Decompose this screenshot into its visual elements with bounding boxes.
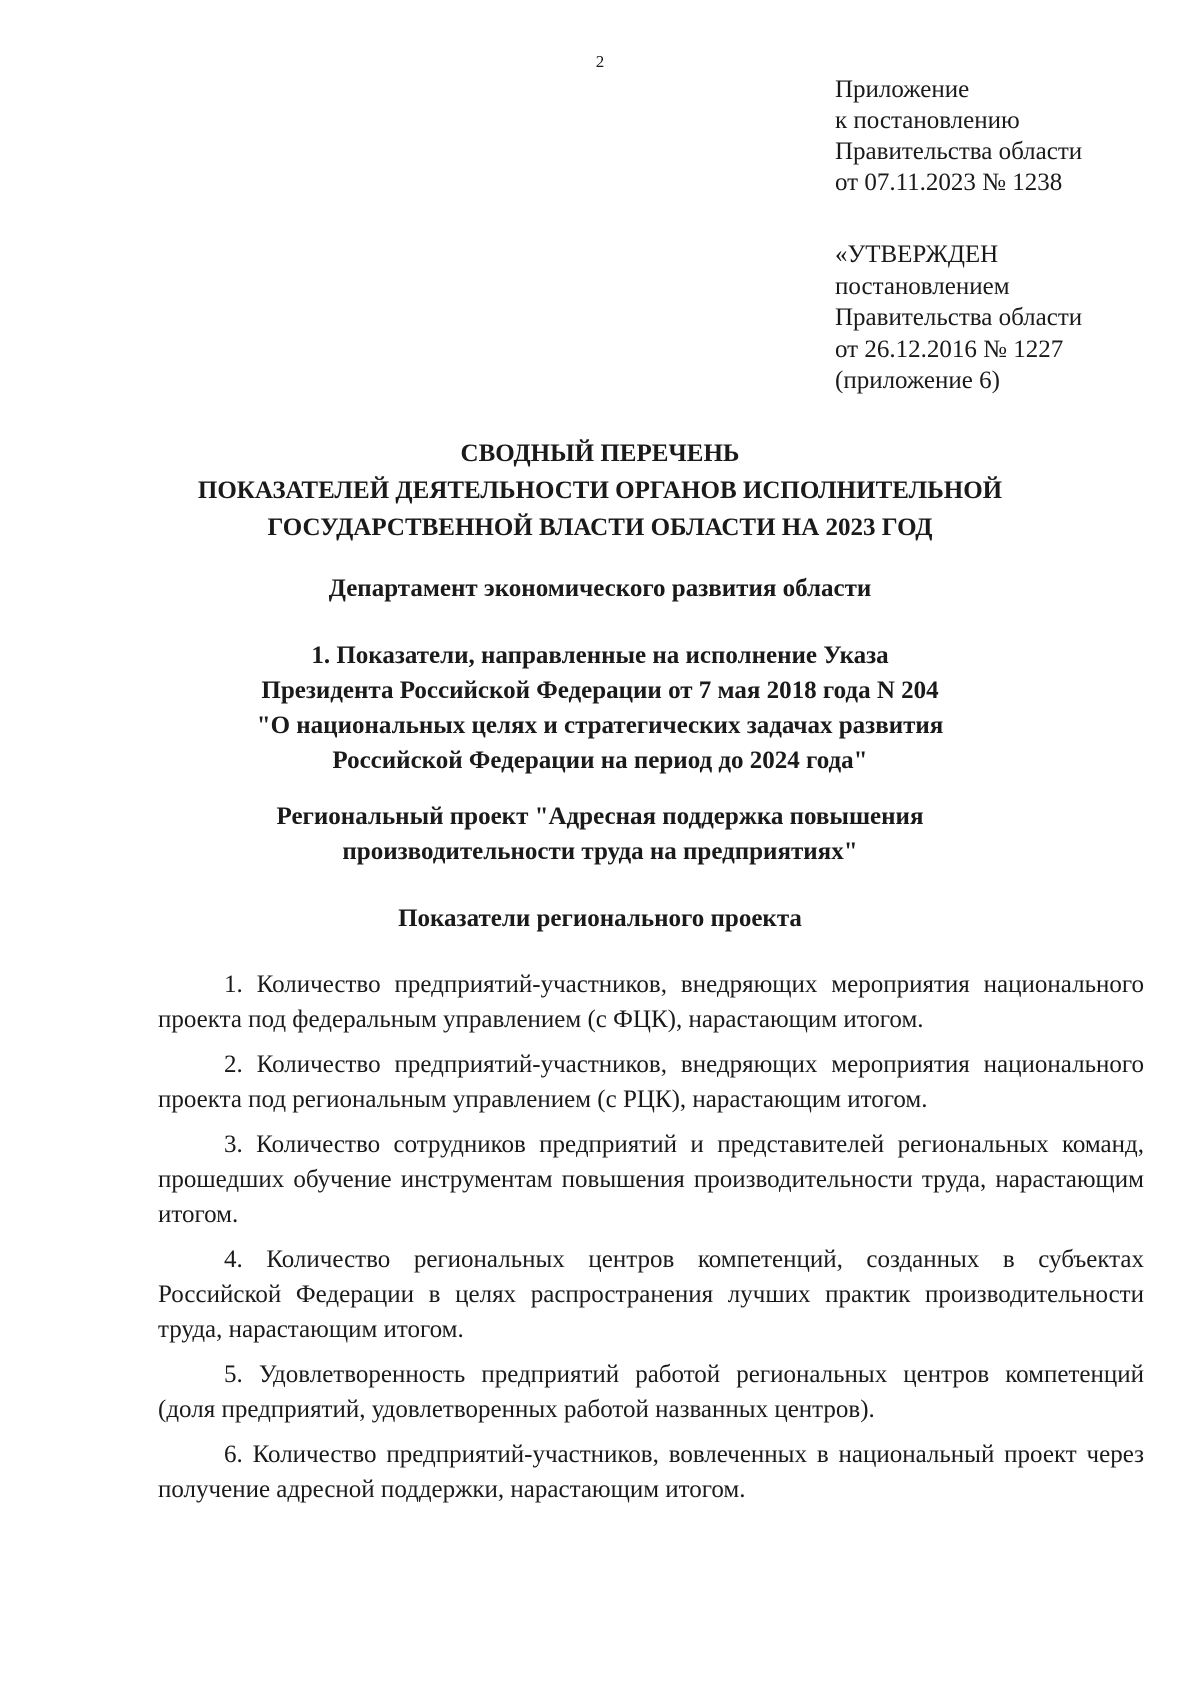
page-number: 2 [595,52,605,71]
section-line: 1. Показатели, направленные на исполнение Указа [311,642,889,669]
approved-line: Правительства области [835,304,1083,331]
department-heading: Департамент экономического развития области [328,575,872,602]
indicator-item: 6. Количество предприятий-участников, вовлеченных в национальный проект через получение адресной поддержки, нарастающим итогом. [158,1441,1144,1503]
title-line: СВОДНЫЙ ПЕРЕЧЕНЬ [460,440,740,467]
project-line: Региональный проект "Адресная поддержка повышения [276,803,924,830]
appendix-line: к постановлению [835,107,1020,134]
section-line: "О национальных целях и стратегических задачах развития [256,712,944,739]
appendix-block [835,74,1082,198]
project-line: производительности труда на предприятиях" [342,838,858,865]
approved-line: постановлением [835,272,1010,300]
indicator-list [158,967,1144,1517]
indicator-item: 1. Количество предприятий-участников, внедряющих мероприятия национального проекта под федеральным управлением (с ФЦК), нарастающим итогом. [158,971,1144,1033]
approved-line: от 26.12.2016 № 1227 [835,335,1064,363]
indicator-item: 4. Количество региональных центров компетенций, созданных в субъектах Российской Федерации в целях распространения лучших практик производительности труда, нарастающим итогом. [158,1246,1144,1343]
appendix-line: Правительства области [835,138,1083,165]
appendix-line: Приложение [835,76,970,103]
approved-block [835,239,1082,397]
indicator-item: 2. Количество предприятий-участников, внедряющих мероприятия национального проекта под региональным управлением (с РЦК), нарастающим итогом. [158,1051,1144,1113]
section-line: Российской Федерации на период до 2024 года" [332,747,868,774]
approved-line: (приложение 6) [835,367,1000,394]
appendix-line: от 07.11.2023 № 1238 [835,169,1063,196]
approved-line: «УТВЕРЖДЕН [835,241,999,268]
project-heading [0,799,1200,869]
title-line: ПОКАЗАТЕЛЕЙ ДЕЯТЕЛЬНОСТИ ОРГАНОВ ИСПОЛНИТЕЛЬНОЙ [197,477,1003,504]
indicator-item: 3. Количество сотрудников предприятий и представителей региональных команд, прошедших обучение инструментам повышения производительности труда, нарастающим итогом. [158,1131,1144,1228]
document-title [0,435,1200,546]
section-heading [0,638,1200,778]
indicators-heading: Показатели регионального проекта [398,905,802,932]
title-line: ГОСУДАРСТВЕННОЙ ВЛАСТИ ОБЛАСТИ НА 2023 ГОД [267,514,933,541]
section-line: Президента Российской Федерации от 7 мая 2018 года N 204 [261,677,939,704]
indicator-item: 5. Удовлетворенность предприятий работой региональных центров компетенций (доля предприятий, удовлетворенных работой названных центров). [158,1361,1144,1423]
